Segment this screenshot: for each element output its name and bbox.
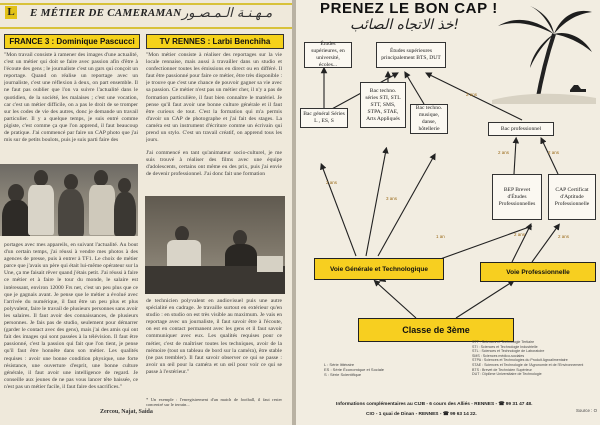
- box-bac-general: Bac général Séries L , ES, S: [300, 108, 348, 128]
- year-label-1: 2 ans: [326, 180, 338, 185]
- footer-info-cio: CIO - 1 quai de Dinan - RENNES - ☎ 99 63 14 22.: [366, 412, 477, 417]
- box-bac-techno: Bac techno. séries STI, STL STT, SMS, STPA, STAE, Arts Appliqués: [360, 82, 406, 128]
- box-etudes-bts-dut: Études supérieures principalement BTS, DUT: [376, 42, 446, 68]
- tvrennes-footnote: * Un exemple : l'enregistrement d'un match de football, il faut rester concentré sur le terrain...: [146, 397, 282, 408]
- year-label-7: 1 an: [436, 234, 445, 239]
- france3-text-bottom: portages avec mes appareils, en suivant l'actualité. Au bout d'un certain temps, j'ai réussi à vendre mes photos à des agences de presse, puis à entrer à TF1. Le choix de métier parce que j'avais un père qui était lui-même opérateur sur la Une, ça me faisait rêver quand j'étais petit. J'ai réussi à faire ce métier et à faire le tour du monde, le salaire est intéressant, environ 12000 Frs net, c'est un peu plus que ce que je gagnais avant. Je pense que le métier a évolué avec l'arrivée du numérique, il faut être un peu plus et plus polyvalent, faire le travail de plusieurs personnes sans avoir les salaires. Il faut avoir des connaissances, de plusieurs personnes. Je fais pas de studio, seulement pour démarrer (garder le contact avec des gens), mais j'ai des amis qui ont fait des images qui sont passées à la télévision. Il faut être passionné, c'est la passion qui fait que l'on tient, je pense qu'il faut être honnête dans son métier. Les qualités requises : avoir une bonne condition physique, une forte résistance, une ouverture d'esprit, une bonne culture générale, il faut avoir une intelligence de regard. Je conseille aux jeunes de ne pas vous lancer tête baissée, ce n'est pas un métier facile, il faut faire des sacrifices.": [4, 242, 138, 390]
- photo-caption: Zercou, Najat, Saida: [100, 409, 153, 415]
- article-title-arabic: مـهـنـة الـمـصـور: [182, 6, 273, 21]
- box-cap: CAP Certificat d'Aptitude Professionnelle: [548, 174, 596, 220]
- left-page: [0, 0, 292, 425]
- box-bac-techno-musique: Bac techno. musique, danse, hôtellerie: [410, 104, 448, 134]
- photo-students-group: [0, 164, 138, 236]
- footer-info-cijb: Informations complémentaires au CIJB - 6 cours des Alliés - RENNES - ☎ 99 31 47 48.: [336, 402, 533, 407]
- year-label-8: 2 ans: [466, 92, 478, 97]
- box-classe-3eme: Classe de 3ème: [358, 318, 514, 342]
- tvrennes-text-mid: J'ai commencé en tant qu'animateur socio-culturel, je me suis trouvé à réaliser des films avec une équipe d'adolescents, certains ont même eu des prix, puis j'ai envie de devenir professionnel. J'ai donc fait une formation: [146, 150, 282, 178]
- header-initial: L: [5, 6, 17, 19]
- box-voie-generale: Voie Générale et Technologique: [314, 258, 444, 280]
- legend-item: STPA : Sciences et Technologies du Produit Agroalimentaire: [472, 358, 568, 363]
- article-title: E MÉTIER DE CAMERAMAN: [30, 7, 182, 19]
- legend-item: L : Série littéraire: [324, 362, 355, 367]
- source-label: Source : O: [576, 408, 597, 413]
- flowchart-title: PRENEZ LE BON CAP !: [320, 0, 498, 17]
- box-bep: BEP Brevet d'Études Professionnelles: [492, 174, 542, 220]
- interview-title-tvrennes: TV RENNES : Larbi Benchiha: [146, 34, 284, 49]
- legend-abbreviations: [472, 340, 598, 377]
- legend-item: STT : Sciences et Technologie Tertiaire: [472, 340, 535, 344]
- tvrennes-text-bottom: de technicien polyvalent en audiovisuel puis une autre spécialité en cadrage. Je travaille surtout en extérieur qu'en studio : en studio on est très visible au maximum. Je vais en reportage avec un journaliste, il faut savoir être à l'écoute, on est en contact permanent avec les gens et il faut savoir communiquer avec eux. Les qualités requises pour ce métier, c'est de maîtriser toutes les techniques, avoir de la mémoire (tout un tableau de bord sur la caméra), être stable (ne pas trembler). Il faut savoir observer ce qui se passe : avoir un œil pour la caméra et un œil pour voir ce qui se passe à l'extérieur.": [146, 298, 282, 375]
- year-label-5: 2 ans: [514, 232, 526, 237]
- box-etudes-universite: Études supérieures, en université, écoles...: [304, 42, 352, 68]
- legend-item: SMS : Sciences médico-sociales: [472, 353, 525, 358]
- flowchart-title-arabic: خذ الاتجاه الصائب!: [350, 17, 460, 33]
- year-label-3: 2 ans: [498, 150, 510, 155]
- box-voie-pro: Voie Professionnelle: [480, 262, 596, 282]
- legend-series: [324, 362, 444, 378]
- legend-item: STAE : Sciences et Technologie de l'Agronomie et de l'Environnement: [472, 362, 584, 367]
- france3-text-top: "Mon travail consiste à ramener des images d'une actualité, c'est un métier qui doit se faire avec passion afin d'être à l'écoute des gens ; le journaliste c'est un gars qui conçoit un reportage. Quand on réalise un reportage avec un journaliste, c'est une réflexion à deux, on part ensemble. Il ne faut pas oublier que l'on va suivre l'actualité dans le quotidien, de la société, les malaises ; c'est une vocation, car c'est un métier difficile, on a pas le droit de se tromper sur les codes de vie des autres, donc je demande un travail particulier. Il y a quelque temps, je suis entré comme pigiste, c'est comme ça que l'on apprend, il faut beaucoup de pratique. J'ai commencé par faire un CAP photo que j'ai mis sur de petits boulots, puis je suis parti faire des: [4, 52, 138, 144]
- legend-item: STL : Sciences et Technologie de Laboratoire: [472, 349, 545, 354]
- interview-title-france3: FRANCE 3 : Dominique Pascucci: [4, 34, 140, 49]
- legend-item: BTS : Brevet de Technicien Supérieur: [472, 367, 532, 372]
- tvrennes-text-top: "Mon métier consiste à réaliser des reportages sur la vie locale rennaise, mais aussi à travailler dans un studio et confectionner toutes les émissions en direct ou en différé. Il faut être passionné pour faire ce métier, être très disponible : je trouve que c'est une chance de pouvoir gagner sa vie avec sa passion. Ce métier n'est pas un métier cher, il n'y a pas de formation particulière, il faut bien connaître le matériel. Je pense qu'il faut avoir une bonne culture générale et il faut être curieux de tout. C'est la formation qui m'a permis d'avoir un CAP de photographe et j'ai fait des stages. La caméra est un instrument d'écriture comme un écrivain qui prend un stylo. C'est un travail créatif, on apprend tous les jours.: [146, 52, 282, 144]
- year-label-2: 3 ans: [386, 196, 398, 201]
- legend-item: STI : Sciences et Technologie Industrielle: [472, 344, 538, 349]
- legend-item: ES : Série Économique et Sociale: [324, 367, 385, 373]
- year-label-6: 2 ans: [558, 234, 570, 239]
- year-label-4: 2 ans: [548, 150, 560, 155]
- right-page: [296, 0, 600, 425]
- legend-item: S : Série Scientifique: [324, 372, 362, 378]
- legend-item: DUT : Diplôme Universitaire de Technologie: [472, 372, 542, 377]
- box-bac-pro: Bac professionnel: [488, 122, 554, 136]
- photo-tv-studio: [145, 196, 285, 294]
